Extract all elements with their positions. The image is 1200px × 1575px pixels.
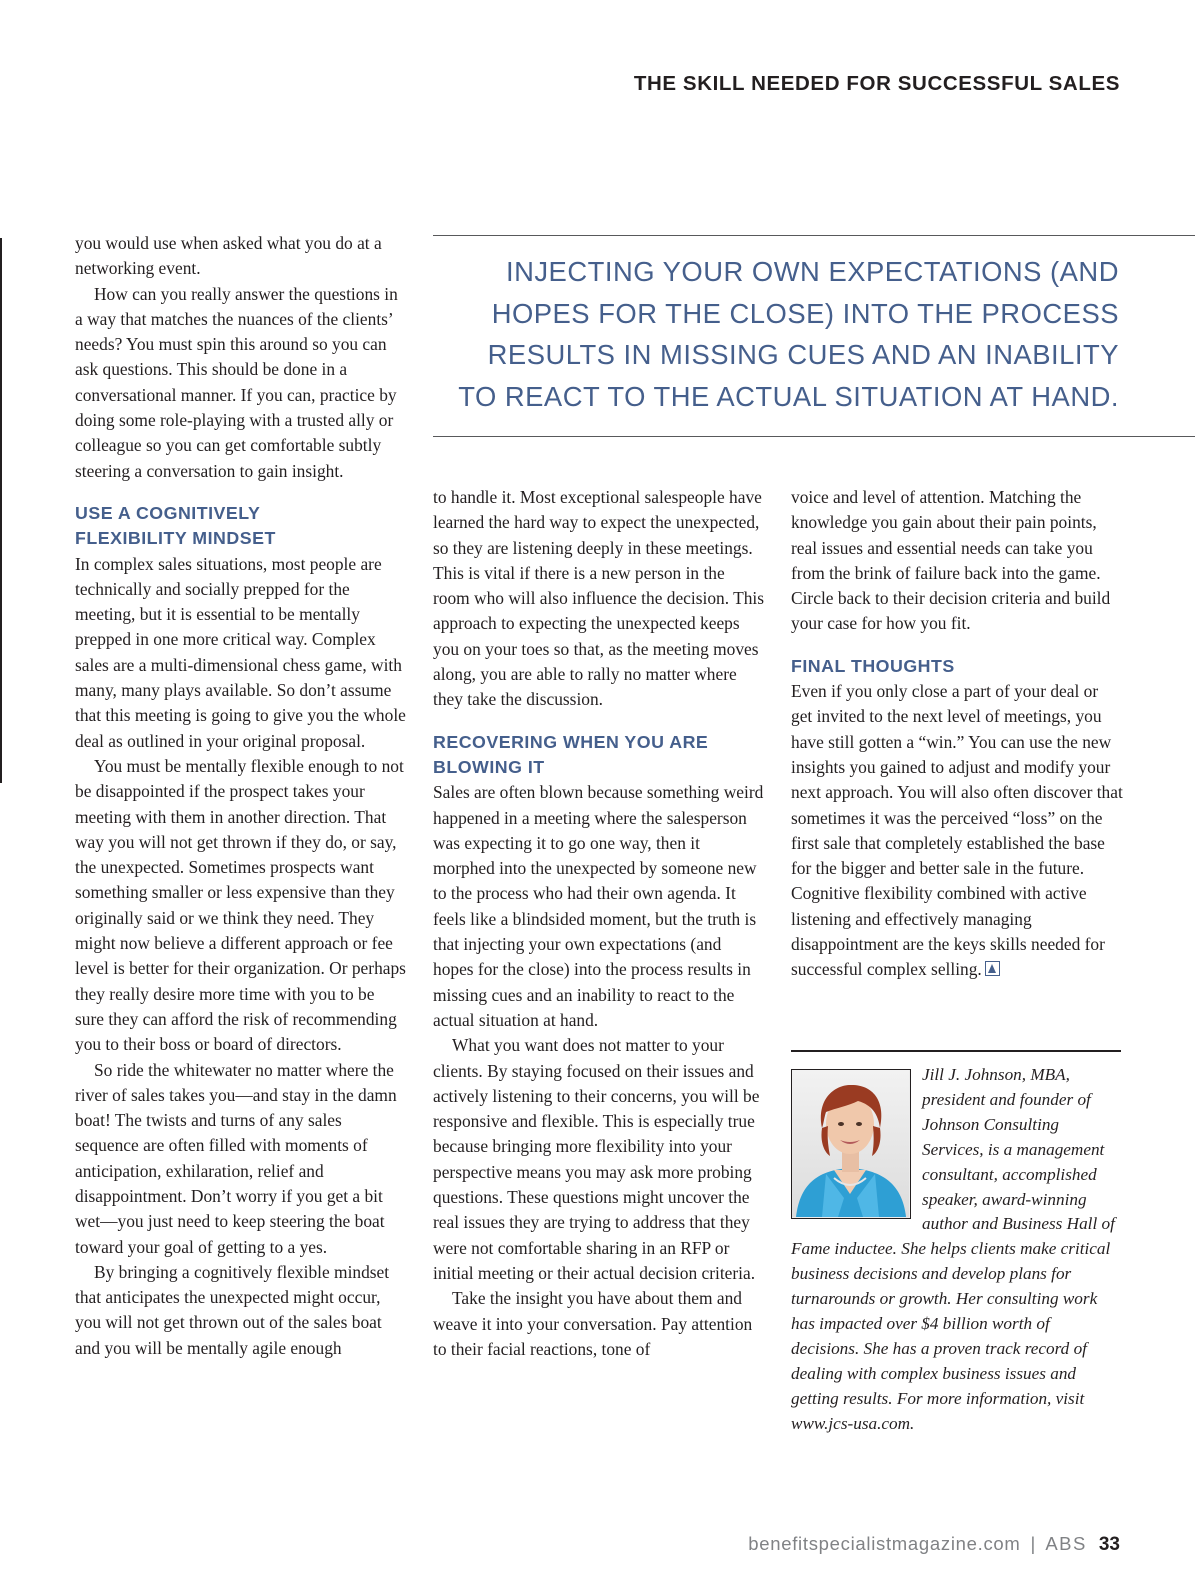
bio-website-line: www.jcs-usa.com. (791, 1413, 915, 1433)
left-margin-rule (0, 238, 2, 783)
bio-line: decisions. She has a proven track record of (791, 1338, 1087, 1358)
page-number: 33 (1098, 1534, 1120, 1555)
pull-quote-text (458, 251, 1119, 417)
end-of-article-icon (985, 961, 1000, 976)
paragraph: you would use when asked what you do at a networking event. (75, 233, 382, 279)
bio-line: Services, is a management (922, 1139, 1105, 1159)
bio-line: author and Business Hall of (922, 1214, 1115, 1234)
bio-line: president and founder of (922, 1089, 1091, 1109)
paragraph: voice and level of attention. Matching the knowledge you gain about their pain points, real issues and essential needs can take you from the brink of failure back into the game. Circle back to their decision criteria and build your case for how you fit. (791, 487, 1111, 634)
paragraph: Take the insight you have about them and weave it into your conversation. Pay attention to their facial reactions, tone of (433, 1288, 753, 1359)
heading-line: BLOWING IT (433, 756, 545, 777)
bio-line: dealing with complex business issues and (791, 1363, 1077, 1383)
section-heading-cognitive-flexibility (75, 501, 407, 552)
pull-quote-line: HOPES FOR THE CLOSE) INTO THE PROCESS (491, 297, 1119, 329)
paragraph (791, 679, 1123, 983)
article-column-3 (791, 485, 1123, 983)
footer-magazine-name: ABS (1045, 1533, 1087, 1554)
author-bio (791, 1063, 1123, 1437)
bio-line: speaker, award-winning (922, 1189, 1087, 1209)
pull-quote-line: INJECTING YOUR OWN EXPECTATIONS (AND (505, 256, 1119, 287)
bio-line: consultant, accomplished (922, 1164, 1097, 1184)
heading-line: RECOVERING WHEN YOU ARE (433, 731, 709, 752)
paragraph: In complex sales situations, most people are technically and socially prepped for the meeting, but it is essential to be mentally prepped in one more critical way. Complex sales are a multi-dimensional chess game, with many, many plays available. So don’t assume that this meeting is going to give you the whole deal as outlined in your original proposal. (75, 553, 406, 751)
article-column-1 (75, 231, 407, 1361)
bio-divider (791, 1050, 1121, 1052)
bio-line: has impacted over $4 billion worth of (791, 1314, 1050, 1334)
bio-line: turnarounds or growth. Her consulting work (791, 1289, 1098, 1309)
article-column-2 (433, 485, 765, 1362)
bio-line: Fame inductee. She helps clients make critical (791, 1239, 1111, 1259)
footer-website: benefitspecialistmagazine.com (748, 1533, 1021, 1554)
bio-line: Jill J. Johnson, MBA, (922, 1065, 1070, 1084)
bio-line: getting results. For more information, visit (791, 1388, 1085, 1408)
paragraph: So ride the whitewater no matter where the river of sales takes you—and stay in the damn boat! The twists and turns of any sales sequence are often filled with moments of anticipation, exhilaration, relief and disappointment. Don’t worry if you get a bit wet—you just need to keep steering the boat toward your goal of getting to a yes. (75, 1059, 397, 1257)
paragraph-text: Even if you only close a part of your deal or get invited to the next level of meetings, you have still gotten a “win.” You can use the new insights you gained to adjust and modify your next approach. You will also often discover that sometimes it was the perceived “loss” on the first sale that completely established the base for the bigger and better sale in the future. Cognitive flexibility combined with active listening and effectively managing disappointment are the keys skills needed for successful complex selling. (791, 681, 1123, 980)
paragraph: How can you really answer the questions in a way that matches the nuances of the clients’ needs? You must spin this around so you can ask questions. This should be done in a conversational manner. If you can, practice by doing some role-playing with a trusted ally or colleague so you can get comfortable subtly steering a conversation to gain insight. (75, 283, 398, 481)
section-heading-recovering (433, 730, 765, 781)
paragraph: What you want does not matter to your clients. By staying focused on their issues and actively listening to their concerns, you will be responsive and flexible. This is especially true because bringing more flexibility into your perspective means you may ask more probing questions. These questions might uncover the real issues they are trying to address that they were not comfortable sharing in an RFP or initial meeting or their actual decision criteria. (433, 1035, 760, 1283)
page-footer (748, 1533, 1120, 1556)
heading-line: FLEXIBILITY MINDSET (75, 528, 276, 549)
paragraph: You must be mentally flexible enough to not be disappointed if the prospect takes your meeting with them in another direction. That way you will not get thrown if they do, or say, the unexpected. Sometimes prospects want something smaller or less expensive than they originally said or we think they need. They might now believe a different approach or fee level is better for their organization. Or perhaps they really desire more time with you to be sure they can afford the risk of recommending you to their boss or board of directors. (75, 755, 406, 1055)
footer-separator: | (1030, 1533, 1036, 1554)
heading-line: USE A COGNITIVELY (75, 502, 261, 523)
pull-quote-line: RESULTS IN MISSING CUES AND AN INABILITY (487, 339, 1119, 370)
bio-line: Johnson Consulting (922, 1114, 1060, 1134)
pull-quote (433, 235, 1195, 437)
paragraph: Sales are often blown because something weird happened in a meeting where the salesperson was expecting it to go one way, then it morphed into the unexpected by someone new to the process who had their own agenda. It feels like a blindsided moment, but the truth is that injecting your own expectations (and hopes for the close) into the process results in missing cues and an inability to react to the actual situation at hand. (433, 782, 764, 1030)
pull-quote-line: TO REACT TO THE ACTUAL SITUATION AT HAND. (458, 380, 1119, 412)
paragraph: By bringing a cognitively flexible mindset that anticipates the unexpected might occur, you will not get thrown out of the sales boat and you will be mentally agile enough (75, 1261, 390, 1358)
section-heading-final-thoughts: FINAL THOUGHTS (791, 655, 955, 676)
running-header: THE SKILL NEEDED FOR SUCCESSFUL SALES (633, 72, 1120, 95)
paragraph: to handle it. Most exceptional salespeople have learned the hard way to expect the unexpected, so they are listening deeply in these meetings. This is vital if there is a new person in the room who will also influence the decision. This approach to expecting the unexpected keeps you on your toes so that, as the meeting moves along, you are able to rally no matter where they take the discussion. (433, 487, 765, 710)
bio-line: business decisions and develop plans for (791, 1264, 1072, 1284)
